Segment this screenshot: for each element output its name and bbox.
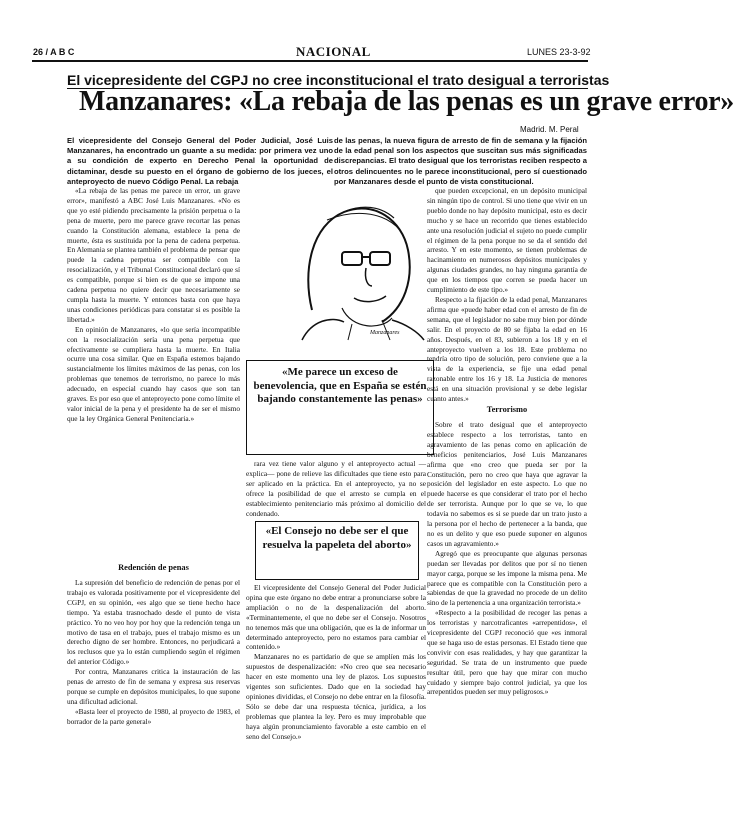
paragraph: El vicepresidente del Consejo General del Poder Judicial opina que este órgano no debe entrar a pronunciarse sobre la ampliación o no de la despenalización del aborto. «Terminantemente, el que no debe ser el Consejo. Nosotros no tenemos más que una obligación, que es la de informar un determinado anteproyecto, pero no estamos para cambiar el contenido.» (246, 583, 426, 652)
paragraph: «Respecto a la posibilidad de recoger las penas a los terroristas y narcotraficantes «arrepentidos», el vicepresidente del CGPJ reconoció que «es inmoral que se haga uso de estas personas. El Estado tiene que convivir con esas realidades, y hay que garantizar la seguridad. Se trata de un instrumento que puede resultar útil, pero que hay que mirar con mucho cuidado y siempre bajo control judicial, ya que los arrepentidos pueden ser muy peligrosos.» (427, 608, 587, 697)
article-headline: Manzanares: «La rebaja de las penas es un grave error» (79, 86, 734, 117)
subhead-terrorismo: Terrorismo (486, 405, 528, 414)
column-3-bottom (427, 420, 587, 833)
paragraph: Manzanares no es partidario de que se amplíen más los supuestos de despenalización: «No creo que sea necesario hacer en este momento una ley de plazos. Los supuestos vigentes son suficientes. Dado que en la sociedad hay opiniones divididas, el Consejo no debe entrar en la filosofía. Sólo se debe dar una respuesta técnica, jurídica, a los problemas que plantea la ley. Pero es muy improbable que haya algún pronunciamiento favorable a este cambio en el seno del Consejo.» (246, 652, 426, 741)
paragraph: Por contra, Manzanares critica la instauración de las penas de arresto de fin de semana y expresa sus reservas porque se cumple en depósitos municipales, lo que supone una dificultad adicional. (67, 667, 240, 706)
paragraph: «Basta leer el proyecto de 1980, al proyecto de 1983, el borrador de la parte general» (67, 706, 240, 726)
paragraph: Sobre el trato desigual que el anteproyecto establece respecto a los terroristas, tanto en agravamiento de las penas como en aplicación de beneficios penitenciarios, José Luis Manzanares afirma que «no creo que pueda ser por la Constitución, pero no creo que haya que agravar la posición del legislador en este aspecto. Lo que no puede hacerse es que considerar el trato por el hecho de ser terrorista. Aunque por lo que se ve, lo que todavía no sabemos es si se puede dar un trato justo a la persona por el hecho de pertenecer a la banda, que no es un delito y que eso puede suponer en algunos casos un agravamiento.» (427, 420, 587, 548)
paragraph: «La rebaja de las penas me parece un error, un grave error», manifestó a ABC José Luis Manzanares. «No es que yo esté pidiendo precisamente la prisión perpetua o la pena de muerte, pero me parece grave recortar las penas cuando la Constitución alemana, establece la pena de muerte, ésta es sustituida por la pena de cadena perpetua. En Alemania se plantea también el problema de pensar que puede la cadena perpetua ser compatible con la resocialización, y el Tribunal Constitucional declaró que sí es compatible, porque si bien es de que se impone una cadena perpetua no quiere decir que necesariamente se cumpla hasta la muerte. Y entonces basta con que haya unas condiciones periódicas para constatar si es posible la libertad.» (67, 186, 240, 324)
pull-quote-2: «El Consejo no debe ser el que resuelva la papeleta del aborto» (262, 525, 412, 551)
article-kicker: El vicepresidente del CGPJ no cree inconstitucional el trato desigual a terroristas (67, 72, 610, 88)
section-title: NACIONAL (296, 44, 371, 59)
lead-right: de las penas, la nueva figura de arresto de fin de semana y la fijación de la edad penal son los aspectos que suscitan sus más significadas discrepancias. El trato desigual que los terroristas reciben respecto a otros delincuentes no le parece inconstitucional, pero sí cuestionado por Manzanares desde el punto de vista constitucional. (334, 136, 587, 186)
paragraph: Agregó que es preocupante que algunas personas puedan ser llevadas por delitos que por sí no tienen mayor carga, porque se les impone la misma pena. Me parece que es compatible con la Constitución pero a sabiendas de que la gravedad no procede de un delito sino de la pertenencia a una organización terrorista.» (427, 548, 587, 608)
paragraph: rara vez tiene valor alguno y el anteproyecto actual —explica— pone de relieve las dificultades que tiene esto para ser aplicado en la práctica. En el anteproyecto, ya no se ofrece la posibilidad de que el arresto se cumpla en el establecimiento penitenciario más próximo al domicilio del condenado. (246, 459, 426, 518)
photo-caption: Manzanares (370, 330, 400, 336)
paragraph: La supresión del beneficio de redención de penas por el trabajo es valorada positivamente por el vicepresidente del CGPJ, en su opinión, «es algo que se tiene hecho hace tiempo. Ya estaba trasnochado desde el punto de vista práctico. Yo no veo hoy por hoy que la redención tenga un motivo de tasa en el trabajo, pues el trabajo mismo es un derecho digno de ser hombre. Entonces, no perjudicará a los reclusos que ya lo están cumpliendo según el régimen del anterior Código.» (67, 578, 240, 667)
issue-date: LUNES 23-3-92 (527, 47, 591, 57)
paragraph: En opinión de Manzanares, «lo que sería incompatible con la resocialización sería una pena perpetua que efectivamente se cumpliera hasta la muerte. En Italia ocurre una cosa similar. Que en España estemos bajando sustancialmente los límites máximos de las penas, con los problemas que tenemos de terrorismo, no parece lo más adecuado, en especial cuando hay casos que son tan graves. Es por eso que el anteproyecto pone como límite el valor inicial de la pena y el presidente ha de ser el mismo que la ley Orgánica General Penitenciaria.» (67, 324, 240, 423)
column-1-top (67, 186, 240, 558)
column-2-middle (246, 459, 426, 518)
article-byline: Madrid. M. Peral (520, 125, 579, 134)
subhead-redencion: Redención de penas (118, 563, 189, 572)
lead-left: El vicepresidente del Consejo General del Poder Judicial, José Luis Manzanares, ha encontrado un guante a su medida: por primera vez uno a su condición de experto en Derecho Penal la oportunidad de dictaminar, desde su puesto en el órgano de gobierno de los jueces, el anteproyecto de nuevo Código Penal. La rebaja (67, 136, 333, 186)
masthead-rule (32, 60, 588, 62)
column-1-bottom (67, 578, 240, 833)
paragraph: Respecto a la fijación de la edad penal, Manzanares afirma que «puede haber edad con el arresto de fin de semana, que el legislador no sabe muy bien por dónde salir. En el proyecto de 80 se fijaba la edad en 16 años. Después, en el 83, subieron a los 18 y en el anteproyecto vuelven a los 18. Este problema no tendría otro tipo de solución, pero conviene que a la vista de la experiencia, se fije una edad penal razonable entre los 16 y 18. La Justicia de menores está en una situación provisional y se debe legislar cuanto antes.» (427, 294, 587, 404)
pull-quote-1: «Me parece un exceso de benevolencia, que en España se estén bajando constantemente las penas» (253, 366, 427, 406)
column-2-bottom (246, 583, 426, 833)
page-source: 26 / A B C (33, 47, 75, 57)
column-3-top (427, 186, 587, 404)
paragraph: que pueden excepcional, en un depósito municipal sin ningún tipo de control. Si uno tiene que vivir en un pueblo donde no hay depósito municipal, esto es decir mucho y se hace un recorrido que tienes establecido ante una resolución judicial el sujeto no puede cumplir el régimen de la pena porque no se da el sentido del arresto. Y en este momento, se tienen problemas de hacinamiento en numerosos depósitos municipales y algunas ciudades grandes, no hay ninguna garantía de que en los tiempos que corren se pueda hacer un cumplimiento de este tipo.» (427, 186, 587, 295)
caricature-drawing (282, 190, 427, 340)
caricature-photo (282, 190, 427, 340)
